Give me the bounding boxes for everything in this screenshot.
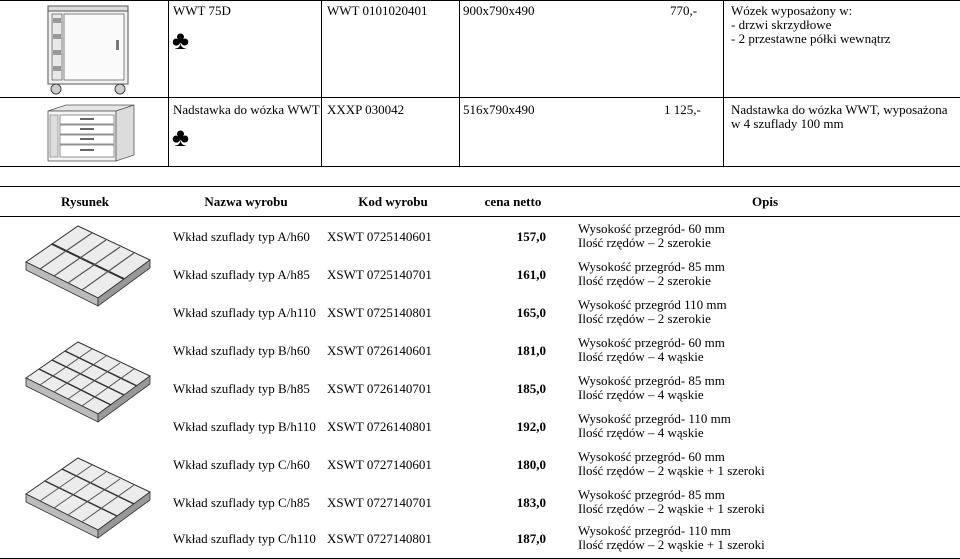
product-dims-2: 516x790x490 <box>463 102 535 117</box>
insert-code: XSWT 0727140801 <box>327 531 432 546</box>
insert-price: 165,0 <box>516 305 546 320</box>
insert-code: XSWT 0727140701 <box>327 495 432 510</box>
insert-price: 185,0 <box>516 381 546 396</box>
insert-name: Wkład szuflady typ B/h60 <box>173 343 310 358</box>
product-dims-1: 900x790x490 <box>463 3 535 18</box>
insert-desc: Wysokość przegród- 85 mm Ilość rzędów – 2 wąskie + 1 szeroki <box>578 487 765 516</box>
insert-desc: Wysokość przegród- 110 mm Ilość rzędów – 2 wąskie + 1 szeroki <box>578 523 765 552</box>
insert-name: Wkład szuflady typ A/h110 <box>173 305 316 320</box>
insert-code: XSWT 0726140801 <box>327 419 432 434</box>
header-name: Nazwa wyrobu <box>204 194 288 209</box>
club-symbol-2: ♣ <box>172 123 190 152</box>
insert-price: 187,0 <box>516 531 546 546</box>
insert-c-drawing <box>18 454 156 540</box>
insert-code: XSWT 0725140701 <box>327 267 432 282</box>
insert-name: Wkład szuflady typ B/h85 <box>173 381 310 396</box>
insert-b-drawing <box>18 338 156 424</box>
insert-desc: Wysokość przegród- 60 mm Ilość rzędów – 2 wąskie + 1 szeroki <box>578 449 765 478</box>
insert-price: 181,0 <box>516 343 546 358</box>
product-code-1: WWT 0101020401 <box>327 3 428 18</box>
product-desc-2: Nadstawka do wózka WWT, wyposażona w 4 szuflady 100 mm <box>731 102 948 131</box>
header-desc: Opis <box>751 194 778 209</box>
header-drawing: Rysunek <box>61 194 109 209</box>
product-price-2: 1 125,- <box>664 102 701 117</box>
product-name-2: Nadstawka do wózka WWT <box>173 102 320 117</box>
insert-price: 192,0 <box>516 419 546 434</box>
insert-a-drawing <box>18 222 156 308</box>
header-code: Kod wyrobu <box>358 194 428 209</box>
top-box-drawing <box>44 103 136 163</box>
insert-desc: Wysokość przegród- 110 mm Ilość rzędów – 4 wąskie <box>578 411 731 440</box>
insert-name: Wkład szuflady typ B/h110 <box>173 419 316 434</box>
insert-code: XSWT 0726140601 <box>327 343 432 358</box>
insert-code: XSWT 0726140701 <box>327 381 432 396</box>
club-symbol-1: ♣ <box>172 26 190 55</box>
product-code-2: XXXP 030042 <box>327 102 405 117</box>
insert-name: Wkład szuflady typ A/h60 <box>173 229 310 244</box>
product-desc-1: Wózek wyposażony w: - drzwi skrzydłowe - 2 przestawne półki wewnątrz <box>731 3 891 46</box>
insert-desc: Wysokość przegród 110 mm Ilość rzędów – 2 szerokie <box>578 297 727 326</box>
insert-name: Wkład szuflady typ C/h60 <box>173 457 310 472</box>
insert-code: XSWT 0725140801 <box>327 305 432 320</box>
insert-desc: Wysokość przegród- 85 mm Ilość rzędów – 4 wąskie <box>578 373 725 402</box>
insert-desc: Wysokość przegród- 85 mm Ilość rzędów – 2 szerokie <box>578 259 725 288</box>
insert-code: XSWT 0725140601 <box>327 229 432 244</box>
insert-price: 157,0 <box>516 229 546 244</box>
insert-price: 183,0 <box>516 495 546 510</box>
insert-name: Wkład szuflady typ C/h85 <box>173 495 310 510</box>
product-price-1: 770,- <box>670 3 698 18</box>
insert-price: 180,0 <box>516 457 546 472</box>
insert-desc: Wysokość przegród- 60 mm Ilość rzędów – 2 szerokie <box>578 221 725 250</box>
insert-name: Wkład szuflady typ C/h110 <box>173 531 316 546</box>
insert-code: XSWT 0727140601 <box>327 457 432 472</box>
cabinet-drawing <box>44 4 134 96</box>
insert-desc: Wysokość przegród- 60 mm Ilość rzędów – 4 wąskie <box>578 335 725 364</box>
insert-price: 161,0 <box>516 267 546 282</box>
header-price: cena netto <box>484 194 542 209</box>
insert-name: Wkład szuflady typ A/h85 <box>173 267 310 282</box>
product-name-1: WWT 75D <box>173 3 231 18</box>
